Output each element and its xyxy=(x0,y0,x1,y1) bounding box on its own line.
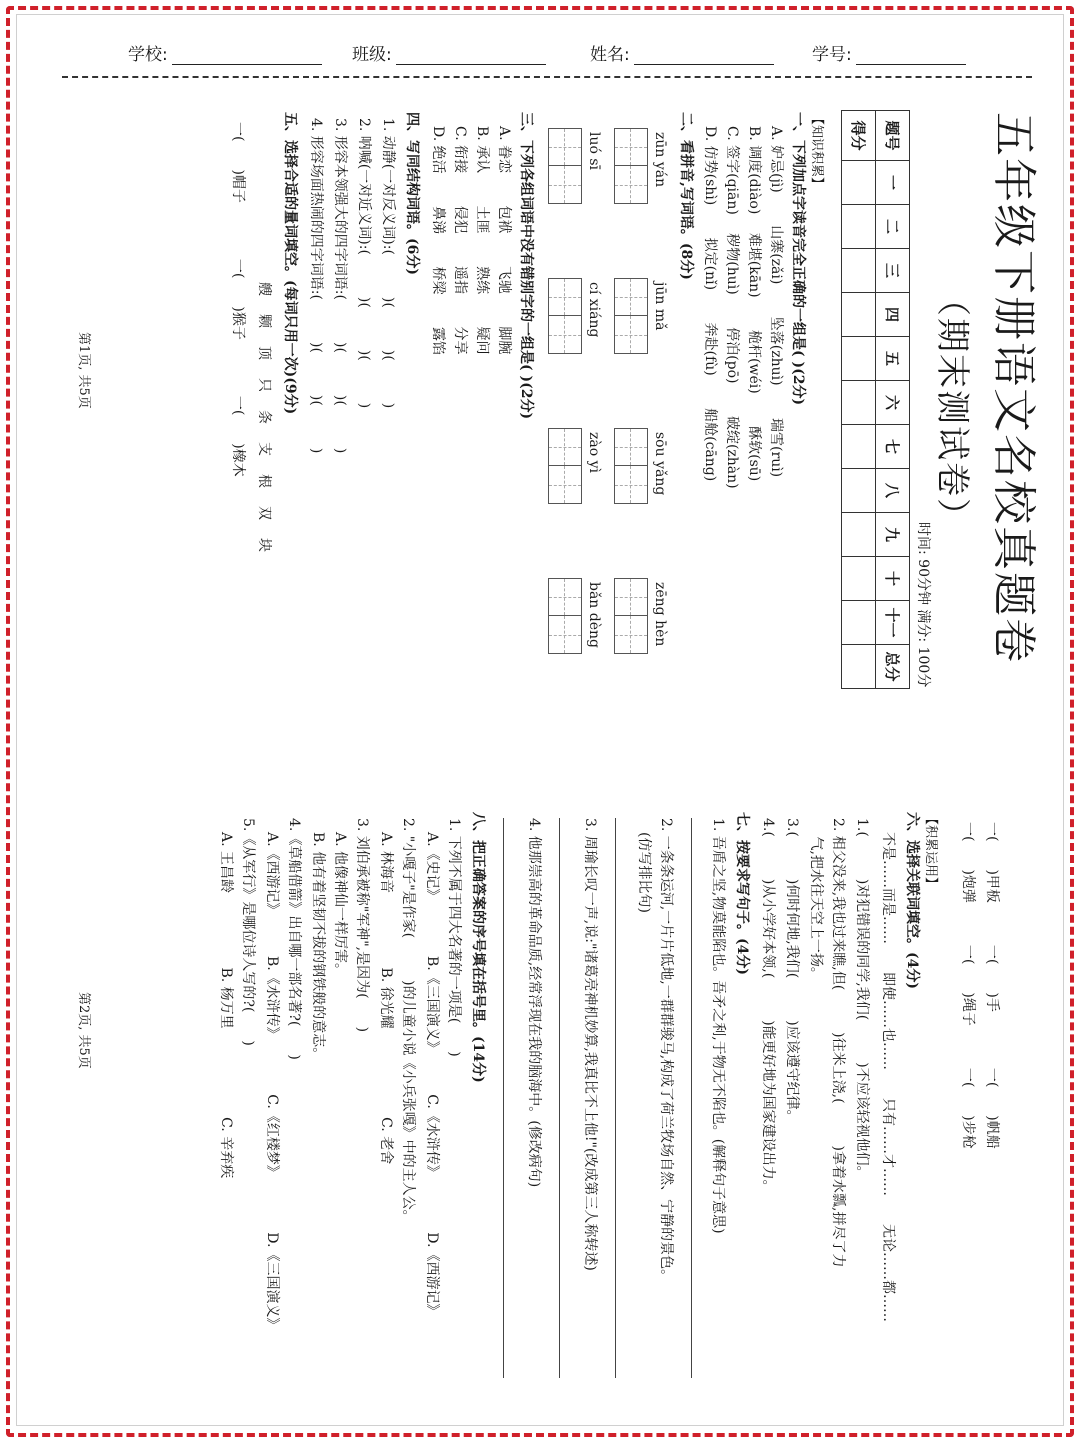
writing-grid[interactable] xyxy=(548,428,582,504)
q8-item: 2. "小嘎子"是作家( )的儿童小说《小兵张嘎》中的主人公。 xyxy=(400,818,416,1224)
name-label: 姓名: xyxy=(590,45,630,65)
q6-word-bank: 不是……而是…… 即使……也…… 只有……才…… 无论……都…… xyxy=(880,832,896,1322)
pinyin-2: jūn mǎ xyxy=(652,282,668,331)
q1-option-a: A. 妒忌(jì) 山寨(zǎi) 坠落(zhuì) 瑞雪(ruì) xyxy=(768,126,784,478)
q4-item-4: 4. 形容场面热闹的四字词语:( )( )( ) xyxy=(308,118,324,454)
writing-grid[interactable] xyxy=(614,128,648,204)
exam-title: 五年级下册语文名校真题卷 xyxy=(988,112,1039,664)
class-blank[interactable] xyxy=(396,45,546,65)
section-label-knowledge: 【知识积累】 xyxy=(809,112,824,191)
q1-stem: 一、下列加点字读音完全正确的一组是( )(2分) xyxy=(790,112,806,406)
score-cell[interactable] xyxy=(842,601,876,645)
exam-page-2 xyxy=(60,792,1060,1422)
id-field[interactable] xyxy=(812,40,966,65)
score-cell[interactable] xyxy=(842,337,876,381)
q8-item: 1. 下列不属于四大名著的一项是( ) xyxy=(446,818,462,1057)
score-col: 三 xyxy=(876,249,910,293)
class-field[interactable] xyxy=(352,40,546,65)
score-table-header-row xyxy=(876,111,910,689)
score-cell[interactable] xyxy=(842,513,876,557)
score-col: 八 xyxy=(876,469,910,513)
score-cell[interactable] xyxy=(842,205,876,249)
writing-grid[interactable] xyxy=(548,578,582,654)
q4-item-2: 2. 呐喊(一对近义词):( )( )( ) xyxy=(356,118,372,409)
score-cell[interactable] xyxy=(842,557,876,601)
pinyin-7: zào yì xyxy=(586,432,602,473)
writing-grid[interactable] xyxy=(548,128,582,204)
score-col: 四 xyxy=(876,293,910,337)
q6-item-2-cont: 气,把水往天空上一扬。 xyxy=(808,818,824,981)
q3-option-b: B. 承认 土匪 熟练 疑问 xyxy=(474,126,490,355)
school-label: 学校: xyxy=(128,45,168,65)
page-number-1: 第1页, 共5页 xyxy=(76,332,91,409)
pinyin-8: bǎn dèng xyxy=(586,582,602,649)
pinyin-4: zēng hèn xyxy=(652,582,668,647)
q7-item-4: 4. 他那崇高的革命品质,经常浮现在我的脑海中。(修改病句) xyxy=(526,818,542,1188)
q6-item-4: 4.( )从小学好本领,( )能更好地为国家建设出力。 xyxy=(760,818,776,1194)
score-table-header-label: 题号 xyxy=(876,111,910,161)
name-field[interactable] xyxy=(590,40,774,65)
score-col: 六 xyxy=(876,381,910,425)
score-cell[interactable] xyxy=(842,381,876,425)
writing-grid[interactable] xyxy=(614,278,648,354)
score-cell[interactable] xyxy=(842,425,876,469)
q7-item-2: 2. 一条条运河,一片片低地,一群群骏马,构成了荷兰牧场自然、宁静的景色。 xyxy=(658,818,674,1284)
q8-item: 5.《从军行》是哪位诗人写的?( ) xyxy=(240,818,256,1046)
id-label: 学号: xyxy=(812,45,852,65)
exam-sheet-rotated xyxy=(40,92,1060,1427)
q5-word-bank: 艘 颗 顶 只 条 支 根 双 块 xyxy=(256,282,272,554)
page-number-2: 第2页, 共5页 xyxy=(76,992,91,1069)
q8-item: 3. 刘伯承被称"军神",是因为( ) xyxy=(354,818,370,1033)
q8-item: A. 王昌龄 B. 杨万里 C. 辛弃疾 xyxy=(218,832,234,1179)
class-label: 班级: xyxy=(352,45,392,65)
q7-stem: 七、按要求写句子。(4分) xyxy=(734,812,750,975)
q6-item-3: 3.( )何时何地,我们( )应该遵守纪律。 xyxy=(784,818,800,1124)
score-cell[interactable] xyxy=(842,161,876,205)
q8-item: A. 林海音 B. 徐光耀 C. 老舍 xyxy=(378,832,394,1165)
q6-stem: 六、选择关联词填空。(4分) xyxy=(904,812,920,989)
score-col: 十 xyxy=(876,557,910,601)
section-label-application: 【积累运用】 xyxy=(923,812,938,891)
score-col: 十一 xyxy=(876,601,910,645)
q5-row-continued-1: 一( )甲板 一( )手 一( )帆船 xyxy=(984,822,1000,1149)
q6-item-2: 2. 相父没来,我也过来瞧,但( )往米上浇,( )拿着水瓢,拼尽了力 xyxy=(830,818,846,1268)
answer-line[interactable] xyxy=(559,818,560,1378)
q7-item-3: 3. 周瑜长叹一声,说:"诸葛亮神机妙算,我真比不上他!"(改成第三人称转述) xyxy=(582,818,598,1271)
score-col: 七 xyxy=(876,425,910,469)
q7-item-2-cont: (仿写排比句) xyxy=(636,818,652,913)
score-row-label: 得分 xyxy=(842,111,876,161)
q2-stem: 二、看拼音,写词语。(8分) xyxy=(678,112,694,280)
exam-page-1 xyxy=(60,92,1060,752)
q3-option-c: C. 衔接 侵犯 遥指 分享 xyxy=(452,126,468,355)
q5-row-continued-2: 一( )炮弹 一( )绳子 一( )步枪 xyxy=(960,822,976,1149)
answer-line[interactable] xyxy=(691,818,692,1378)
pinyin-5: luó sī xyxy=(586,132,602,171)
score-col: 五 xyxy=(876,337,910,381)
score-cell[interactable] xyxy=(842,249,876,293)
school-blank[interactable] xyxy=(172,45,322,65)
time-info: 时间: 90分钟 满分: 100分 xyxy=(915,522,931,688)
q4-stem: 四、写同结构词语。(6分) xyxy=(404,112,420,275)
score-col: 二 xyxy=(876,205,910,249)
q6-item-1: 1.( )对犯错误的同学,我们( )不应该轻视他们。 xyxy=(854,818,870,1180)
pinyin-3: sōu yǎng xyxy=(652,432,668,496)
score-cell[interactable] xyxy=(842,645,876,689)
school-field[interactable] xyxy=(128,40,322,65)
q5-stem: 五、选择合适的量词填空。(每词只用一次)(9分) xyxy=(282,112,298,415)
q8-item: A.《西游记》 B.《水浒传》 C.《红楼梦》 D.《三国演义》 xyxy=(264,832,280,1332)
writing-grid[interactable] xyxy=(548,278,582,354)
q8-stem: 八、把正确答案的序号填在括号里。(14分) xyxy=(470,812,486,1083)
score-col: 总分 xyxy=(876,645,910,689)
q8-item: A. 他像神仙一样厉害。 xyxy=(332,832,348,978)
writing-grid[interactable] xyxy=(614,578,648,654)
q8-item: B. 他有着坚韧不拔的钢铁般的意志。 xyxy=(310,832,326,1062)
q1-option-d: D. 仿势(shì) 拟定(nǐ) 奔赴(fù) 船舱(cāng) xyxy=(702,126,718,482)
cut-line xyxy=(62,76,1032,78)
exam-subtitle: （期末测试卷） xyxy=(932,282,972,534)
score-table xyxy=(841,110,910,689)
q7-item-1: 1. 吾盾之坚,物莫能陷也。吾矛之利,于物无不陷也。(解释句子意思) xyxy=(710,818,726,1234)
writing-grid[interactable] xyxy=(614,428,648,504)
answer-line[interactable] xyxy=(503,818,504,1378)
answer-line[interactable] xyxy=(615,818,616,1378)
q1-option-c: C. 签字(qiān) 秽物(huì) 停泊(pō) 破绽(zhàn) xyxy=(724,126,740,489)
student-info-header xyxy=(0,40,1080,70)
q3-option-a: A. 眷恋 包袱 飞驰 脚腕 xyxy=(496,126,512,355)
q4-item-1: 1. 动静(一对反义词):( )( )( ) xyxy=(380,118,396,409)
pinyin-1: zūn yán xyxy=(652,132,668,188)
score-col: 一 xyxy=(876,161,910,205)
name-blank[interactable] xyxy=(634,45,774,65)
pinyin-6: cí xiáng xyxy=(586,282,602,338)
q3-stem: 三、下列各组词语中没有错别字的一组是( )(2分) xyxy=(518,112,534,420)
score-cell[interactable] xyxy=(842,293,876,337)
q5-row: 一( )帽子 一( )猴子 一( )橡木 xyxy=(230,122,246,477)
id-blank[interactable] xyxy=(856,45,966,65)
score-col: 九 xyxy=(876,513,910,557)
score-table-score-row xyxy=(842,111,876,689)
q1-option-b: B. 调度(diào) 难堪(kān) 桅杆(wéi) 酥软(sū) xyxy=(746,126,762,482)
q3-option-d: D. 绝活 鼻涕 桥梁 露馅 xyxy=(430,126,446,355)
score-cell[interactable] xyxy=(842,469,876,513)
q8-item: 4.《草船借箭》出自哪一部名著?( ) xyxy=(286,818,302,1060)
q8-item: A.《史记》 B.《三国演义》 C.《水浒传》 D.《西游记》 xyxy=(424,832,440,1318)
q4-item-3: 3. 形容本领强大的四字词语:( )( )( ) xyxy=(332,118,348,454)
